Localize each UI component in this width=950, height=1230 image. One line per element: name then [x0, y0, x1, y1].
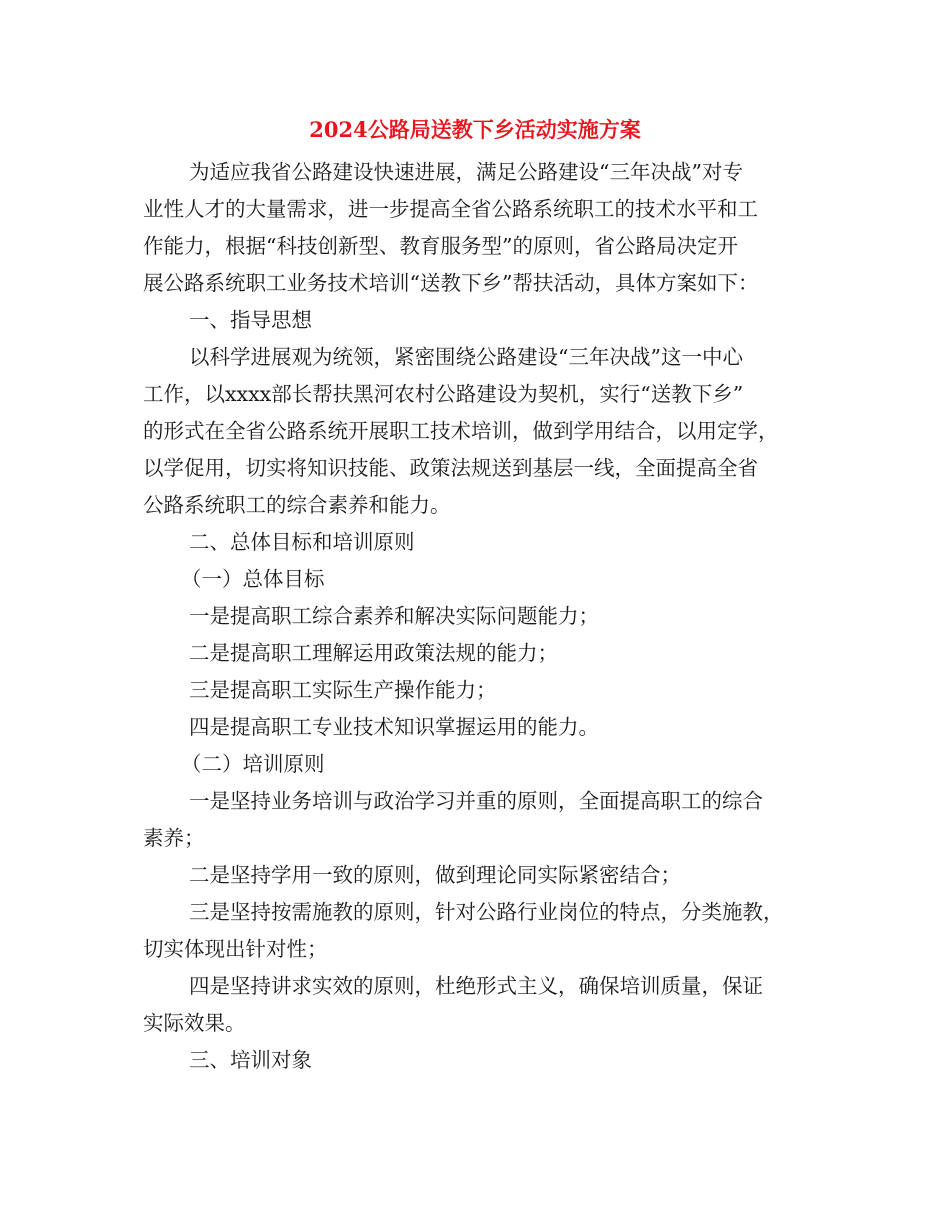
list-item: 二是提高职工理解运用政策法规的能力； — [189, 641, 558, 665]
list-item: 三是提高职工实际生产操作能力； — [189, 678, 497, 702]
section-heading: 一、指导思想 — [189, 308, 312, 332]
list-item: 一是坚持业务培训与政治学习并重的原则，全面提高职工的综合 — [189, 789, 763, 813]
list-item: 二是坚持学用一致的原则，做到理论同实际紧密结合； — [189, 863, 681, 887]
paragraph-line: 业性人才的大量需求，进一步提高全省公路系统职工的技术水平和工 — [143, 197, 758, 221]
list-item: 四是坚持讲求实效的原则，杜绝形式主义，确保培训质量，保证 — [189, 974, 763, 998]
paragraph-line: 以学促用，切实将知识技能、政策法规送到基层一线，全面提高全省 — [143, 456, 758, 480]
paragraph-line: 公路系统职工的综合素养和能力。 — [143, 493, 451, 517]
list-item: 四是提高职工专业技术知识掌握运用的能力。 — [189, 715, 599, 739]
document-body — [143, 154, 807, 1079]
list-item: 三是坚持按需施教的原则，针对公路行业岗位的特点，分类施教， — [189, 900, 784, 924]
paragraph-line: 实际效果。 — [143, 1011, 246, 1035]
subsection-heading: （二）培训原则 — [181, 752, 325, 776]
list-item: 一是提高职工综合素养和解决实际问题能力； — [189, 604, 599, 628]
paragraph-line: 素养； — [143, 826, 205, 850]
subsection-heading: （一）总体目标 — [181, 567, 325, 591]
paragraph-line: 以科学进展观为统领，紧密围绕公路建设“三年决战”这一中心 — [189, 345, 743, 369]
document-title: 2024公路局送教下乡活动实施方案 — [309, 117, 641, 142]
section-heading: 二、总体目标和培训原则 — [189, 530, 415, 554]
paragraph-line: 的形式在全省公路系统开展职工技术培训，做到学用结合，以用定学， — [143, 419, 779, 443]
paragraph-line: 工作，以xxxx部长帮扶黑河农村公路建设为契机，实行“送教下乡” — [143, 382, 744, 406]
paragraph-line: 作能力，根据“科技创新型、教育服务型”的原则，省公路局决定开 — [143, 234, 738, 258]
section-heading: 三、培训对象 — [189, 1048, 312, 1072]
paragraph-line: 展公路系统职工业务技术培训“送教下乡”帮扶活动，具体方案如下： — [143, 271, 759, 295]
paragraph-line: 为适应我省公路建设快速进展，满足公路建设“三年决战”对专 — [189, 160, 743, 184]
paragraph-line: 切实体现出针对性； — [143, 937, 328, 961]
